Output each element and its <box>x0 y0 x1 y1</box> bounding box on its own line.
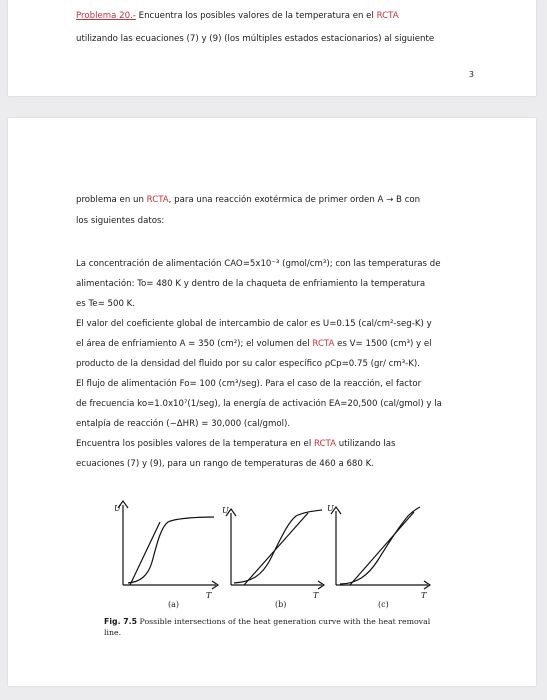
task-line-2: ecuaciones (7) y (9), para un rango de temperaturas de 460 a 680 K. <box>76 459 374 469</box>
task-text-rest: utilizando las <box>335 439 396 449</box>
rcta-term: RCTA <box>376 11 399 21</box>
data-text-rest: es V= 1500 (cm³) y el <box>334 339 432 349</box>
data-line-6: producto de la densidad del fluido por su calor específico ρCp=0.75 (gr/ cm³-K). <box>76 359 421 369</box>
data-line-4: El valor del coeficiente global de intercambio de calor es U=0.15 (cal/cm²-seg-K) y <box>76 319 432 329</box>
heading-line-2: utilizando las ecuaciones (7) y (9) (los múltiples estados estacionarios) al siguiente <box>76 34 435 44</box>
task-text: Encuentra los posibles valores de la temperatura en el <box>76 439 314 449</box>
intro-text-rest: , para una reacción exotérmica de primer orden A → B con <box>168 195 421 205</box>
panel-c-y-label: U <box>327 504 334 513</box>
page-2 <box>8 118 536 686</box>
panel-a-y-label: U <box>114 504 121 513</box>
panel-a-x-label: T <box>206 591 212 600</box>
panel-b-y-label: U <box>222 506 229 515</box>
page-1 <box>8 0 536 96</box>
intro-line-1 <box>76 190 476 211</box>
task-line-1 <box>76 434 476 455</box>
rcta-term: RCTA <box>313 439 336 449</box>
data-line-7: El flujo de alimentación Fo= 100 (cm³/seg). Para el caso de la reacción, el factor <box>76 379 422 389</box>
panel-b-x-label: T <box>313 591 319 600</box>
heading-text: Encuentra los posibles valores de la temperatura en el <box>135 11 377 21</box>
data-line-9: entalpía de reacción (−ΔHR) = 30,000 (cal/gmol). <box>76 419 291 429</box>
data-line-1: La concentración de alimentación CAO=5x10⁻³ (gmol/cm³); con las temperaturas de <box>76 259 441 269</box>
caption-text: Possible intersections of the heat generation curve with the heat removal line. <box>104 617 431 637</box>
caption-label: Fig. 7.5 <box>104 617 138 626</box>
problem-title: Problema 20.- <box>76 11 136 21</box>
data-text: el área de enfriamiento A = 350 (cm²); el volumen del <box>76 339 313 349</box>
panel-b-label: (b) <box>275 600 287 609</box>
page-number: 3 <box>468 70 474 79</box>
intro-line-2: los siguientes datos: <box>76 216 165 226</box>
rcta-term: RCTA <box>146 195 169 205</box>
figure-caption <box>104 616 444 638</box>
data-line-5 <box>76 334 476 355</box>
intro-text: problema en un <box>76 195 147 205</box>
problem-heading <box>76 6 476 27</box>
data-line-3: es Te= 500 K. <box>76 299 136 309</box>
data-line-8: de frecuencia ko=1.0x10⁷(1/seg), la energía de activación EA=20,500 (cal/gmol) y la <box>76 399 442 409</box>
panel-c-x-label: T <box>421 591 427 600</box>
rcta-term: RCTA <box>312 339 335 349</box>
panel-a-label: (a) <box>168 600 180 609</box>
panel-c-label: (c) <box>378 600 389 609</box>
data-line-2: alimentación: To= 480 K y dentro de la chaqueta de enfriamiento la temperatura <box>76 279 426 289</box>
